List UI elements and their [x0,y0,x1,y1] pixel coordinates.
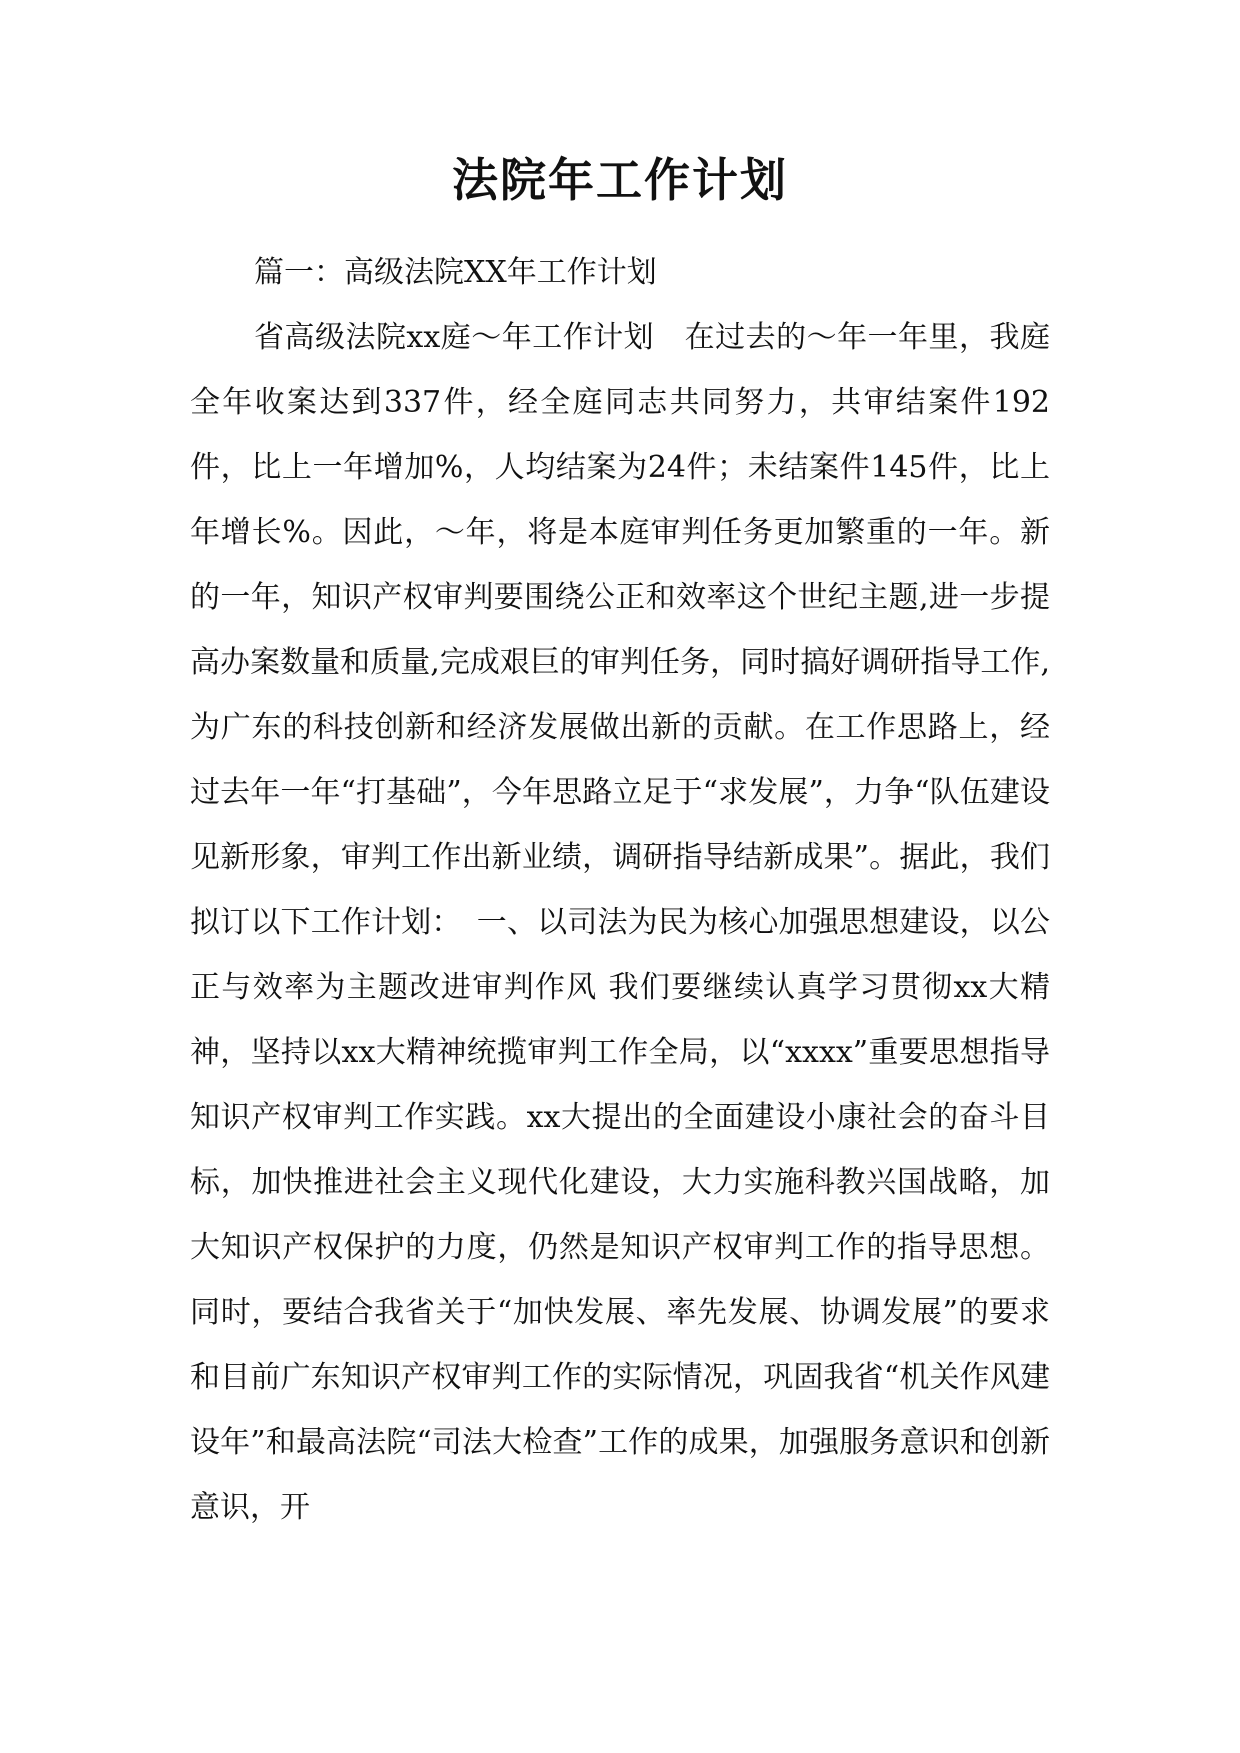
document-title: 法院年工作计划 [452,153,788,207]
document-body [190,240,1050,1540]
section-heading: 篇一：高级法院XX年工作计划 [254,255,657,290]
body-paragraph: 省高级法院xx庭～年工作计划 在过去的～年一年里，我庭全年收案达到337件，经全庭同志共同努力，共审结案件192件，比上一年增加%，人均结案为24件；未结案件145件，比上年增长%。因此，～年，将是本庭审判任务更加繁重的一年。新的一年，知识产权审判要围绕公正和效率这个世纪主题,进一步提高办案数量和质量,完成艰巨的审判任务，同时搞好调研指导工作,为广东的科技创新和经济发展做出新的贡献。在工作思路上，经过去年一年“打基础”，今年思路立足于“求发展”，力争“队伍建设见新形象，审判工作出新业绩，调研指导结新成果”。据此，我们拟订以下工作计划： 一、以司法为民为核心加强思想建设，以公正与效率为主题改进审判作风 我们要继续认真学习贯彻xx大精神，坚持以xx大精神统揽审判工作全局，以“xxxx”重要思想指导知识产权审判工作实践。xx大提出的全面建设小康社会的奋斗目标，加快推进社会主义现代化建设，大力实施科教兴国战略，加大知识产权保护的力度，仍然是知识产权审判工作的指导思想。同时，要结合我省关于“加快发展、率先发展、协调发展”的要求和目前广东知识产权审判工作的实际情况，巩固我省“机关作风建设年”和最高法院“司法大检查”工作的成果，加强服务意识和创新意识，开 [190,320,1050,1525]
